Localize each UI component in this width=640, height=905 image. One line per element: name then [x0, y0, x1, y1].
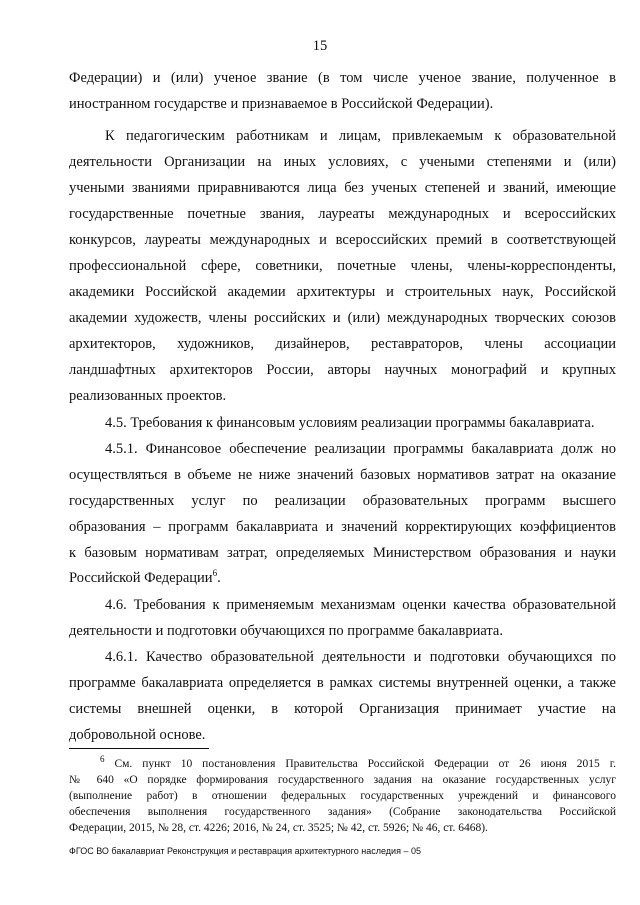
body-line-text: Российской Федерации: [69, 570, 213, 586]
body-line: профессиональной сфере, советники, почетные члены, члены-корреспонденты,: [69, 258, 616, 274]
section-heading: 4.6. Требования к применяемым механизмам оценки качества образовательной: [105, 597, 616, 613]
body-line: государственных услуг по реализации образовательных программ высшего: [69, 493, 616, 509]
footnote-line: [100, 754, 617, 771]
body-line: 4.6.1. Качество образовательной деятельности и подготовки обучающихся по: [105, 649, 616, 665]
body-line: системы внешней оценки, в которой Организация принимает участие на: [69, 701, 616, 717]
body-line: государственные почетные звания, лауреаты международных и всероссийских: [69, 206, 616, 222]
body-line: 4.5.1. Финансовое обеспечение реализации программы бакалавриата долж но: [105, 441, 616, 457]
body-line: академики Российской академии архитектуры и строительных наук, Российской: [69, 284, 616, 300]
body-line: к базовым нормативам затрат, определяемых Министерством образования и науки: [69, 545, 616, 561]
body-line: Российской Федерации$^6$.: [69, 568, 221, 586]
footnote-text: См. пункт 10 постановления Правительства Российской Федерации от 26 июня 2015 г.: [114, 758, 617, 770]
body-line: конкурсов, лауреаты международных и всероссийских премий в соответствующей: [69, 232, 616, 248]
section-heading: 4.5. Требования к финансовым условиям реализации программы бакалавриата.: [105, 415, 595, 431]
footnote-line: № 640 «О порядке формирования государственного задания на оказание государственных услуг: [69, 774, 616, 786]
body-line: осуществляться в объеме не ниже значений базовых нормативов затрат на оказание: [69, 467, 616, 483]
page-number: 15: [312, 38, 328, 54]
body-line: ландшафтных архитекторов России, авторы научных монографий и крупных: [69, 362, 616, 378]
footnote-line: (выполнение работ) в отношении федеральных государственных учреждений и финансового: [69, 790, 616, 802]
body-line: деятельности Организации на иных условиях, с учеными степенями и (или): [69, 154, 616, 170]
body-line: учеными званиями приравниваются лица без ученых степеней и званий, имеющие: [69, 180, 616, 196]
body-line: Федерации) и (или) ученое звание (в том числе ученое звание, полученное в: [69, 70, 616, 86]
footnote-line: обеспечения выполнения государственного задания» (Собрание законодательства Российской: [69, 806, 616, 818]
body-line: деятельности и подготовки обучающихся по программе бакалавриата.: [69, 623, 503, 639]
footnote-line: Федерации, 2015, № 28, ст. 4226; 2016, № 24, ст. 3525; № 42, ст. 5926; № 46, ст. 6468).: [69, 822, 488, 834]
footnote-number: 6: [100, 754, 105, 765]
body-line: К педагогическим работникам и лицам, привлекаемым к образовательной: [105, 128, 616, 144]
body-line: образования – программ бакалавриата и значений корректирующих коэффициентов: [69, 519, 616, 535]
page-footer: ФГОС ВО бакалавриат Реконструкция и реставрация архитектурного наследия – 05: [69, 846, 421, 856]
footnote-marker: 6: [212, 568, 218, 579]
body-line: реализованных проектов.: [69, 388, 227, 404]
footnote-divider: [69, 748, 209, 749]
body-line: академии художеств, члены российских и (или) международных творческих союзов: [69, 310, 616, 326]
body-line: иностранном государстве и признаваемое в Российской Федерации).: [69, 96, 494, 112]
body-line: архитекторов, художников, дизайнеров, реставраторов, члены ассоциации: [69, 336, 616, 352]
body-line: добровольной основе.: [69, 727, 206, 743]
body-line: программе бакалавриата определяется в рамках системы внутренней оценки, а также: [69, 675, 616, 691]
